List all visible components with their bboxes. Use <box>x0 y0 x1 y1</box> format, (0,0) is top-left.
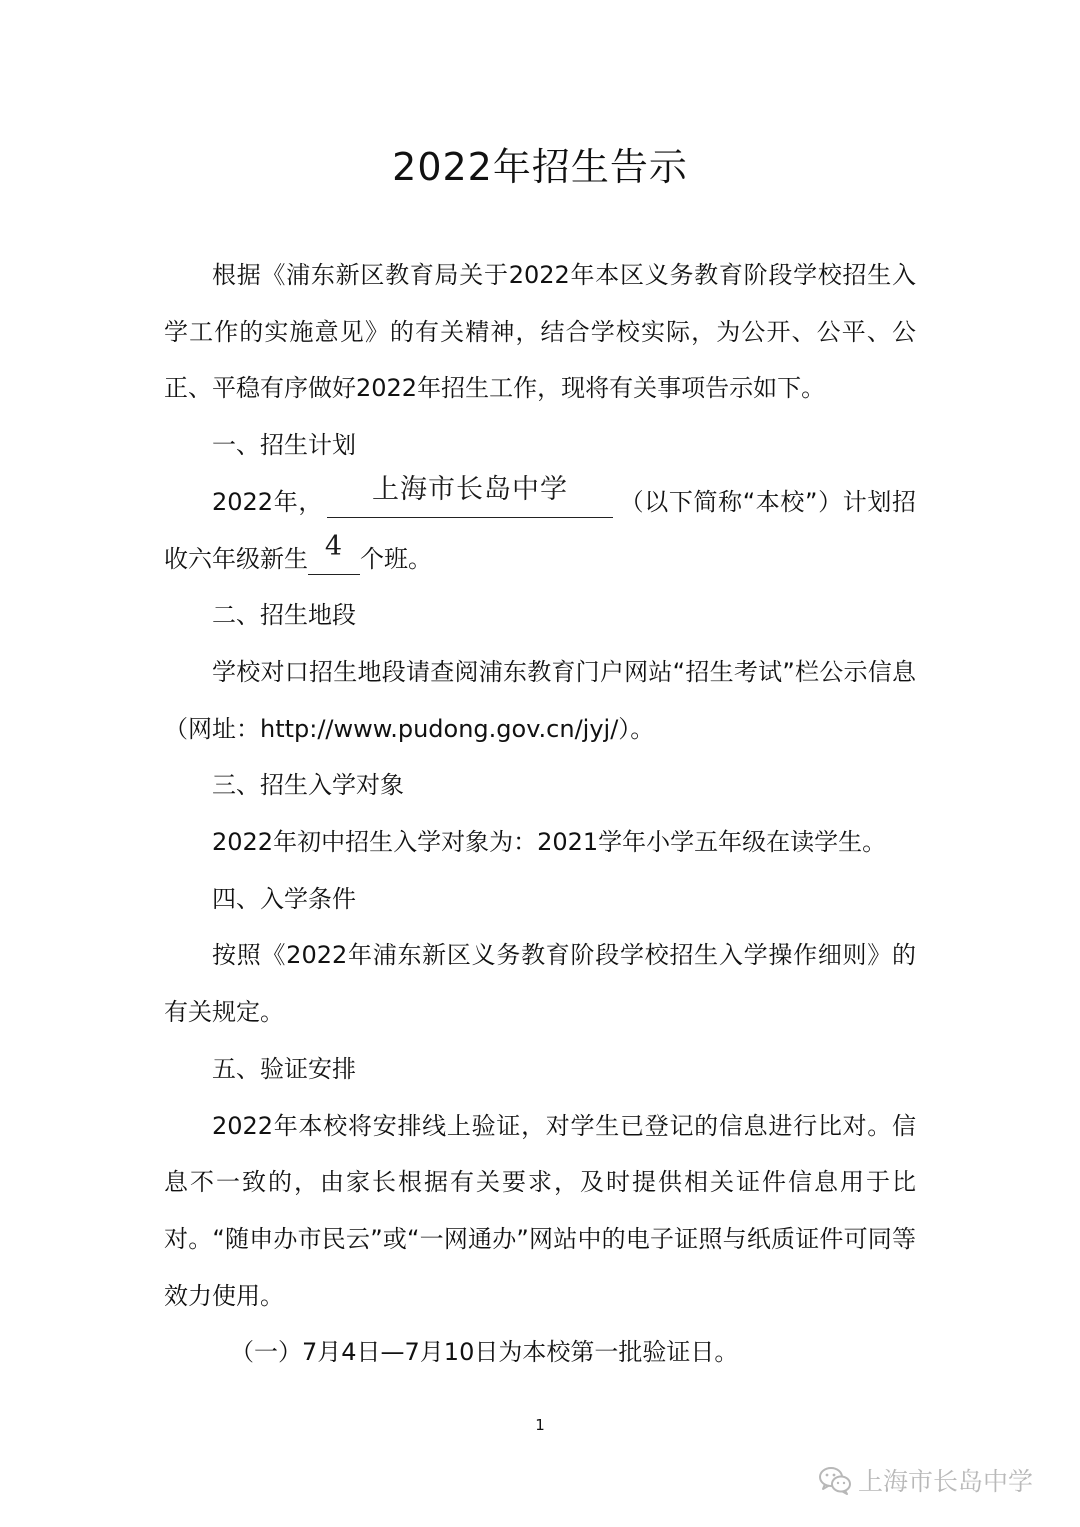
section-heading-target: 三、招生入学对象 <box>212 771 404 800</box>
plan-paragraph <box>164 474 916 587</box>
watermark-text: 上海市长岛中学 <box>858 1467 1034 1496</box>
section-heading-district: 二、招生地段 <box>212 601 356 630</box>
verification-paragraph: 2022年本校将安排线上验证，对学生已登记的信息进行比对。信息不一致的，由家长根据有关要求，及时提供相关证件信息用于比对。“随申办市民云”或“一网通办”网站中的电子证照与纸质证件可同等效力使用。 <box>164 1111 916 1310</box>
wechat-icon <box>818 1465 852 1495</box>
target-paragraph: 2022年初中招生入学对象为：2021学年小学五年级在读学生。 <box>212 828 887 857</box>
plan-prefix: 2022年， <box>212 487 323 516</box>
watermark <box>818 1460 1033 1500</box>
school-name-handwritten: 上海市长岛中学 <box>371 473 568 505</box>
document-title: 2022年招生告示 <box>392 145 688 189</box>
class-count-handwritten: 4 <box>324 530 344 562</box>
plan-suffix: 个班。 <box>360 544 432 573</box>
page-number: 1 <box>535 1416 545 1434</box>
conditions-paragraph: 按照《2022年浦东新区义务教育阶段学校招生入学操作细则》的有关规定。 <box>164 941 916 1027</box>
section-heading-plan: 一、招生计划 <box>212 431 356 460</box>
school-name-blank <box>327 473 613 518</box>
district-paragraph: 学校对口招生地段请查阅浦东教育门户网站“招生考试”栏公示信息（网址：http://www.pudong.gov.cn/jyj/）。 <box>164 657 916 743</box>
class-count-blank <box>308 530 360 575</box>
section-heading-verification: 五、验证安排 <box>212 1054 356 1083</box>
section-heading-conditions: 四、入学条件 <box>212 884 356 913</box>
intro-paragraph: 根据《浦东新区教育局关于2022年本区义务教育阶段学校招生入学工作的实施意见》的有关精神，结合学校实际，为公开、公平、公正、平稳有序做好2022年招生工作，现将有关事项告示如下。 <box>164 261 916 403</box>
plan-middle: （以下简称“本校”）计划招收六年级新生 <box>164 487 916 573</box>
verification-item-1: （一）7月4日—7月10日为本校第一批验证日。 <box>230 1338 739 1367</box>
document-body <box>164 247 916 1381</box>
